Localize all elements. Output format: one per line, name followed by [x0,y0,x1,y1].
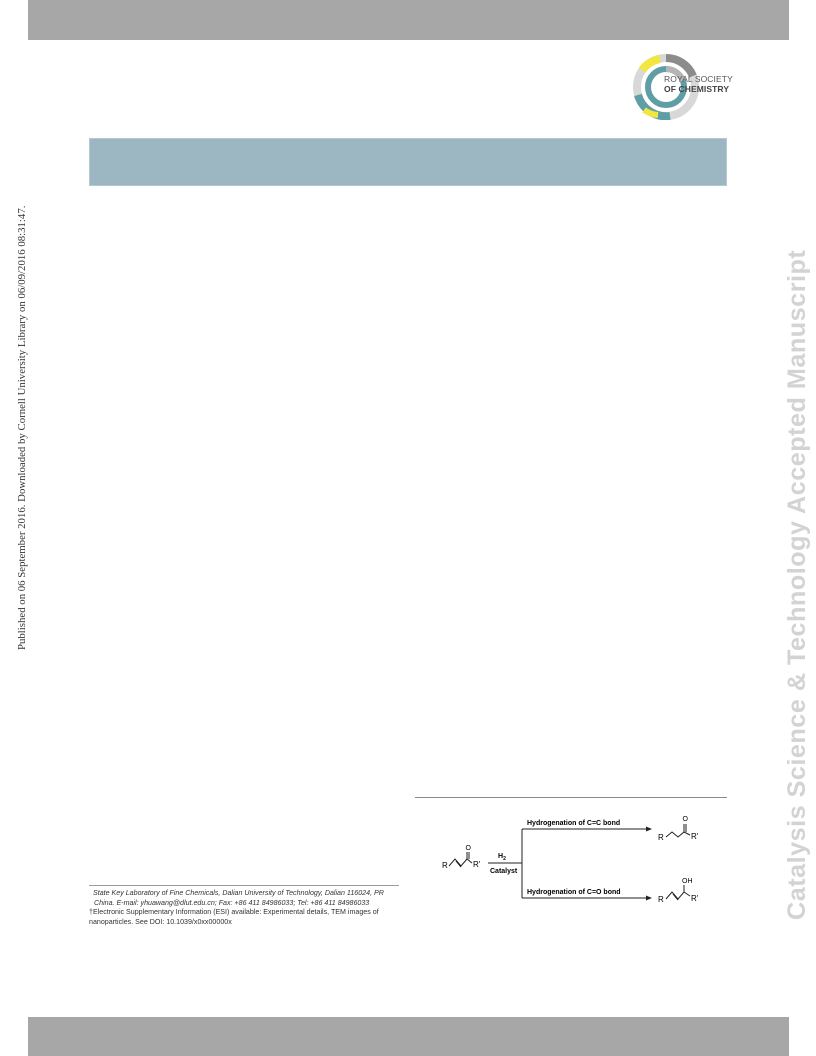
title-band [89,138,727,186]
journal-watermark-text: Catalysis Science & Technology Accepted Manuscript [783,249,811,920]
substrate-double-bond [456,861,461,867]
graphical-abstract-rule [415,797,727,798]
substrate-oxygen-label: O [465,845,471,852]
rsc-logo-line1: ROYAL SOCIETY [664,74,733,84]
product1-chain [666,832,690,837]
product2-r-label: R [658,895,664,904]
footnotes [89,889,405,928]
esi-footnote[interactable]: †Electronic Supplementary Information (ESI) available: Experimental details, TEM images of nanoparticles. See DOI: 10.1039/x0xx00000x [89,908,379,927]
rsc-wordmark [664,75,733,94]
journal-watermark [780,130,814,920]
cc-hydrogenation-label: Hydrogenation of C=C bond [527,820,621,827]
footer-band [28,1017,789,1056]
publication-note-text: Published on 06 September 2016. Downloaded by Cornell University Library on 06/09/2016 08:31:47. [16,205,28,650]
co-hydrogenation-label: Hydrogenation of C=O bond [527,889,621,896]
top-arrowhead-icon [646,827,652,832]
substrate-r-label: R [442,861,448,870]
rsc-logo-line2: OF CHEMISTRY [664,83,730,94]
product1-r-label: R [658,833,664,842]
product2-oh-label: OH [682,878,693,885]
product2-chain [666,892,690,899]
product2-rprime-label: R' [691,894,699,903]
reaction-scheme [436,812,726,912]
product2-double-bond [673,894,678,900]
affiliation-footnote: State Key Laboratory of Fine Chemicals, Dalian University of Technology, Dalian 116024, PR China. E-mail: yhuawang@dlut.edu.cn; Fax: +86 411 84986033; Tel: +86 411 84986033 [93,889,384,907]
publication-note [16,205,30,650]
product1-oxygen-label: O [682,816,688,823]
substrate-rprime-label: R' [473,860,481,869]
footnote-rule [89,885,399,886]
substrate-chain [449,859,472,866]
catalyst-label: Catalyst [490,868,518,875]
bottom-arrowhead-icon [646,896,652,901]
reagent-label: $H_2$ [498,853,506,862]
header-band [28,0,789,40]
product1-rprime-label: R' [691,832,699,841]
